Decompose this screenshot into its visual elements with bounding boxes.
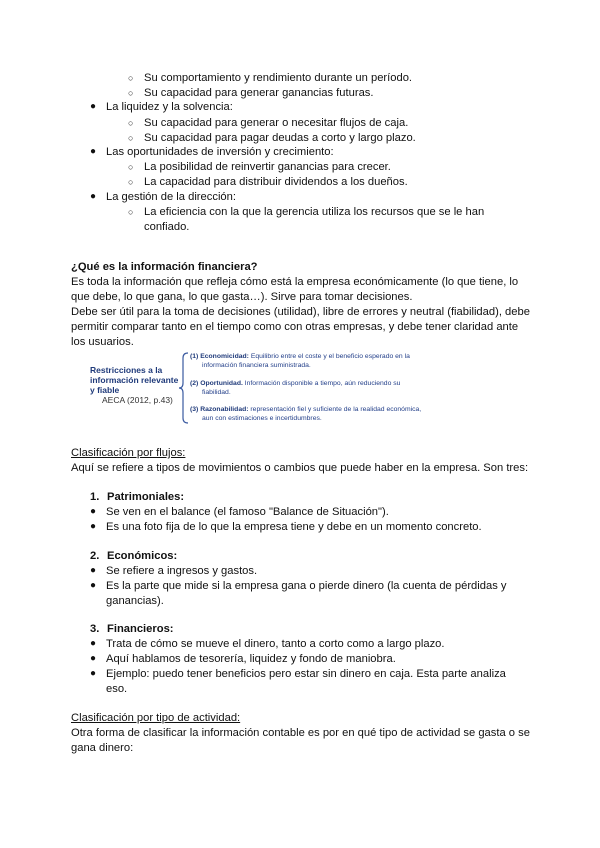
circle-bullet-icon: ○ bbox=[128, 207, 134, 217]
figure-item-text: fiabilidad. bbox=[202, 389, 231, 396]
paragraph-line: los usuarios. bbox=[71, 336, 134, 348]
numbered-heading: Financieros: bbox=[107, 623, 174, 635]
section-heading: ¿Qué es la información financiera? bbox=[71, 261, 258, 273]
paragraph-line: que debe, lo que gana, lo que gasta…). Sirve para tomar decisiones. bbox=[71, 291, 413, 303]
circle-bullet-icon: ○ bbox=[128, 177, 134, 187]
list-number: 1. bbox=[90, 491, 100, 503]
circle-bullet-icon: ○ bbox=[128, 162, 134, 172]
figure-source: AECA (2012, p.43) bbox=[102, 395, 173, 405]
figure-caption-line: Restricciones a la bbox=[90, 365, 163, 375]
list-subitem: La eficiencia con la que la gerencia utiliza los recursos que se le han bbox=[144, 206, 485, 218]
list-item: Trata de cómo se mueve el dinero, tanto a corto como a largo plazo. bbox=[106, 638, 445, 650]
figure-caption-line: y fiable bbox=[90, 385, 120, 395]
list-number: 2. bbox=[90, 550, 100, 562]
circle-bullet-icon: ○ bbox=[128, 118, 134, 128]
figure-caption-line: información relevante bbox=[90, 375, 179, 385]
figure-item-text: Información disponible a tiempo, aún reduciendo su bbox=[244, 380, 401, 387]
list-item-continuation: ganancias). bbox=[106, 595, 164, 607]
figure-item-3 bbox=[190, 405, 421, 423]
circle-bullet-icon: ○ bbox=[128, 133, 134, 143]
figure-item-1 bbox=[190, 352, 410, 370]
disc-bullet-icon: ● bbox=[90, 506, 97, 517]
list-item: La gestión de la dirección: bbox=[106, 191, 236, 203]
list-item: Aquí hablamos de tesorería, liquidez y fondo de maniobra. bbox=[106, 653, 396, 665]
list-subitem: Su capacidad para pagar deudas a corto y largo plazo. bbox=[144, 132, 416, 144]
numbered-heading: Económicos: bbox=[107, 550, 178, 562]
list-item: Se ven en el balance (el famoso "Balance de Situación"). bbox=[106, 506, 389, 518]
disc-bullet-icon: ● bbox=[90, 191, 97, 202]
figure-item-title: (1) Economicidad: bbox=[190, 353, 249, 360]
list-subitem: Su capacidad para generar ganancias futuras. bbox=[144, 87, 374, 99]
disc-bullet-icon: ● bbox=[90, 580, 97, 591]
disc-bullet-icon: ● bbox=[90, 521, 97, 532]
disc-bullet-icon: ● bbox=[90, 146, 97, 157]
numbered-heading: Patrimoniales: bbox=[107, 491, 185, 503]
circle-bullet-icon: ○ bbox=[128, 88, 134, 98]
curly-brace-icon bbox=[178, 352, 190, 424]
list-item: Se refiere a ingresos y gastos. bbox=[106, 565, 258, 577]
figure-caption bbox=[90, 365, 178, 405]
circle-bullet-icon: ○ bbox=[128, 73, 134, 83]
list-subitem: La posibilidad de reinvertir ganancias para crecer. bbox=[144, 161, 391, 173]
disc-bullet-icon: ● bbox=[90, 653, 97, 664]
list-item-continuation: eso. bbox=[106, 683, 128, 695]
list-item: La liquidez y la solvencia: bbox=[106, 101, 233, 113]
list-item: Ejemplo: puedo tener beneficios pero estar sin dinero en caja. Esta parte analiza bbox=[106, 668, 506, 680]
figure-item-text: información financiera suministrada. bbox=[202, 362, 311, 369]
list-item: Las oportunidades de inversión y crecimiento: bbox=[106, 146, 334, 158]
list-subitem: La capacidad para distribuir dividendos a los dueños. bbox=[144, 176, 408, 188]
list-subitem-continuation: confiado. bbox=[144, 221, 190, 233]
paragraph-line: permitir comparar tanto en el tiempo como con otras empresas, y debe tener claridad ante bbox=[71, 321, 519, 333]
disc-bullet-icon: ● bbox=[90, 565, 97, 576]
paragraph-line: Es toda la información que refleja cómo está la empresa económicamente (lo que tiene, lo bbox=[71, 276, 519, 288]
figure-item-2 bbox=[190, 379, 400, 397]
figure-item-text: Equilibrio entre el coste y el beneficio esperado en la bbox=[250, 353, 410, 360]
section-heading: Clasificación por tipo de actividad: bbox=[71, 712, 241, 724]
restrictions-figure bbox=[70, 350, 450, 426]
disc-bullet-icon: ● bbox=[90, 668, 97, 679]
paragraph-line: Otra forma de clasificar la información contable es por en qué tipo de actividad se gasta o se bbox=[71, 727, 530, 739]
figure-item-title: (2) Oportunidad. bbox=[190, 380, 243, 387]
list-subitem: Su comportamiento y rendimiento durante un período. bbox=[144, 72, 413, 84]
list-item: Es una foto fija de lo que la empresa tiene y debe en un momento concreto. bbox=[106, 521, 482, 533]
paragraph-line: Debe ser útil para la toma de decisiones (utilidad), libre de errores y neutral (fiabilidad), debe bbox=[71, 306, 530, 318]
figure-item-text: representación fiel y suficiente de la realidad económica, bbox=[250, 406, 422, 413]
section-heading: Clasificación por flujos: bbox=[71, 447, 186, 459]
figure-item-text: aun con estimaciones e incertidumbres. bbox=[202, 415, 322, 422]
figure-item-title: (3) Razonabilidad: bbox=[190, 406, 249, 413]
list-subitem: Su capacidad para generar o necesitar flujos de caja. bbox=[144, 117, 409, 129]
paragraph-line: Aquí se refiere a tipos de movimientos o cambios que puede haber en la empresa. Son tres: bbox=[71, 462, 529, 474]
disc-bullet-icon: ● bbox=[90, 638, 97, 649]
paragraph-line: gana dinero: bbox=[71, 742, 134, 754]
list-item: Es la parte que mide si la empresa gana o pierde dinero (la cuenta de pérdidas y bbox=[106, 580, 507, 592]
list-number: 3. bbox=[90, 623, 100, 635]
disc-bullet-icon: ● bbox=[90, 101, 97, 112]
